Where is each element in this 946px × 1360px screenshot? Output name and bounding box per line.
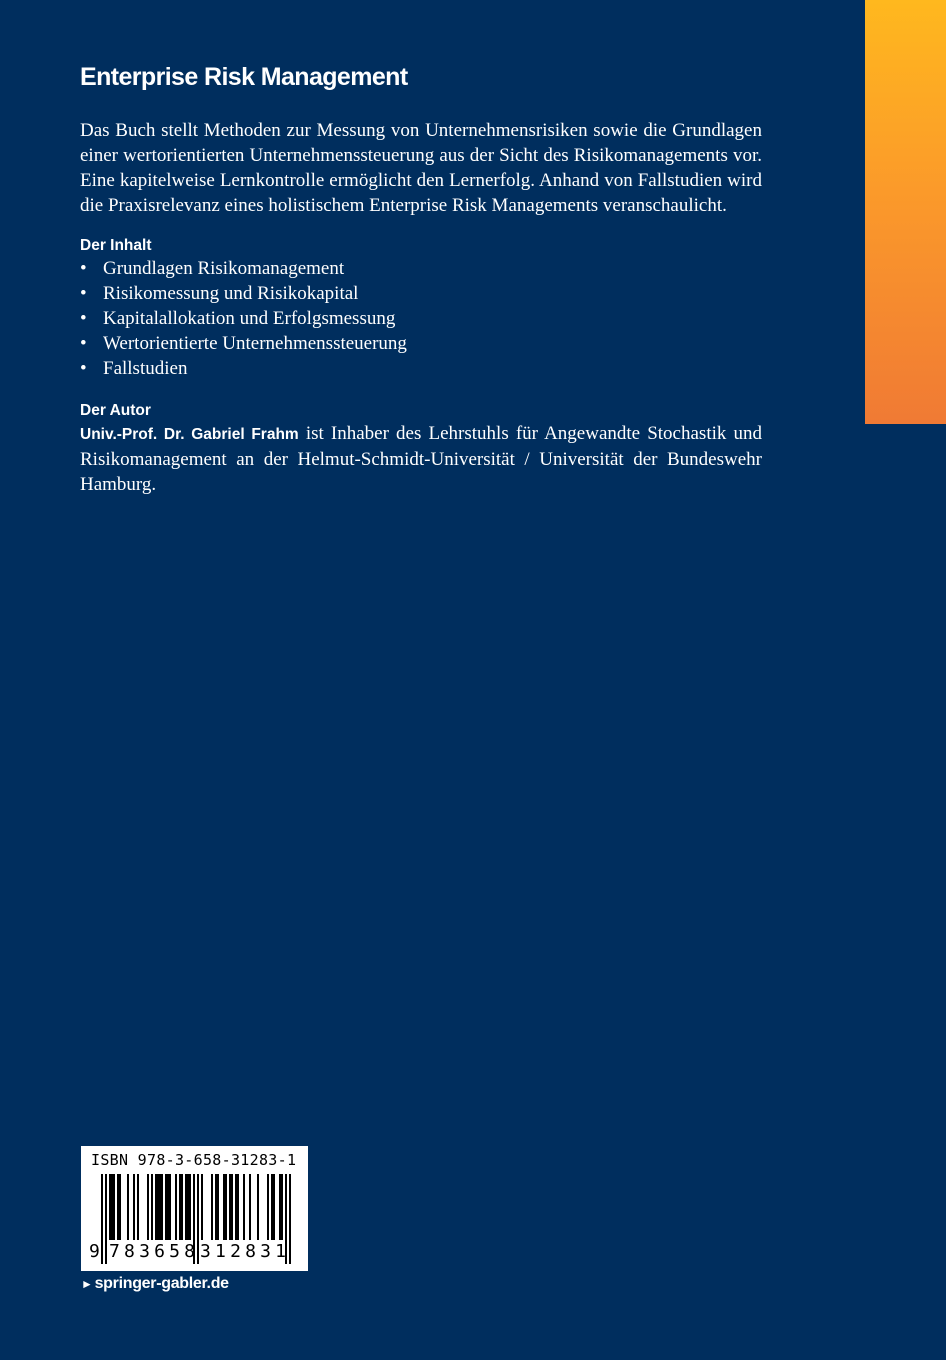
barcode-bar — [111, 1174, 113, 1240]
barcode-bar — [113, 1174, 115, 1240]
list-item-label: Wertorientierte Unternehmenssteuerung — [103, 333, 407, 354]
barcode-bar — [159, 1174, 161, 1240]
barcode-bar — [225, 1174, 227, 1240]
bullet-icon: • — [80, 258, 87, 279]
barcode-bar — [169, 1174, 171, 1240]
barcode-bar — [157, 1174, 159, 1240]
barcode-bar — [231, 1174, 233, 1240]
barcode-bar — [161, 1174, 163, 1240]
barcode-bar — [267, 1174, 269, 1240]
accent-bar — [865, 0, 946, 424]
ean-left-digits: 783658 — [109, 1241, 200, 1262]
barcode-bar — [279, 1174, 281, 1240]
back-cover-content — [80, 58, 762, 497]
barcode-bar — [271, 1174, 273, 1240]
barcode-bar — [151, 1174, 153, 1240]
list-item-label: Risikomessung und Risikokapital — [103, 283, 359, 304]
barcode-bar — [229, 1174, 231, 1240]
isbn-barcode — [81, 1146, 308, 1271]
contents-heading: Der Inhalt — [80, 237, 152, 254]
barcode-bar — [133, 1174, 135, 1240]
book-description: Das Buch stellt Methoden zur Messung von Unternehmensrisiken sowie die Grundlagen einer wertorientierten Unternehmenssteuerung aus der Sicht des Risikomanagements vor. Eine kapitelweise Lernkontrolle ermöglicht den Lernerfolg. Anhand von Fallstudien wird die Praxisrelevanz eines holistischem Enterprise Risk Managements veranschaulicht. — [80, 120, 762, 216]
barcode-bar — [155, 1174, 157, 1240]
barcode-bar — [101, 1174, 103, 1264]
list-item — [80, 356, 762, 381]
list-item-label: Fallstudien — [103, 358, 188, 379]
barcode-bar — [167, 1174, 169, 1240]
list-item — [80, 331, 762, 356]
bullet-icon: • — [80, 358, 87, 379]
bullet-icon: • — [80, 333, 87, 354]
barcode-bar — [273, 1174, 275, 1240]
barcode-bar — [223, 1174, 225, 1240]
author-bio-text: ist Inhaber des Lehrstuhls für Angewandte Stochastik und Risikomanagement an der Helmut-Schmidt-Universität / Universität der Bundeswehr Hamburg. — [80, 423, 762, 495]
book-title: Enterprise Risk Management — [80, 63, 408, 91]
barcode-bar — [243, 1174, 245, 1240]
author-heading: Der Autor — [80, 402, 151, 419]
barcode-bar — [189, 1174, 191, 1240]
barcode-bar — [185, 1174, 187, 1240]
barcode-bar — [175, 1174, 177, 1240]
list-item — [80, 256, 762, 281]
ean-right-digits: 312831 — [200, 1241, 291, 1262]
barcode-bar — [201, 1174, 203, 1240]
bullet-icon: • — [80, 308, 87, 329]
author-name: Univ.-Prof. Dr. Gabriel Frahm — [80, 426, 299, 443]
barcode-bar — [165, 1174, 167, 1240]
list-item-label: Kapitalallokation und Erfolgsmessung — [103, 308, 396, 329]
barcode-bar — [235, 1174, 237, 1240]
publisher-url: springer-gabler.de — [94, 1275, 229, 1292]
barcode-bar — [249, 1174, 251, 1240]
author-bio — [80, 421, 762, 497]
contents-list — [80, 256, 762, 381]
barcode-bar — [257, 1174, 259, 1240]
barcode-bar — [109, 1174, 111, 1240]
barcode-bar — [127, 1174, 129, 1240]
barcode-bar — [211, 1174, 213, 1240]
barcode-bar — [117, 1174, 119, 1240]
list-item — [80, 306, 762, 331]
barcode-bar — [147, 1174, 149, 1240]
barcode-bar — [179, 1174, 181, 1240]
barcode-bar — [215, 1174, 217, 1240]
barcode-bar — [187, 1174, 189, 1240]
arrow-right-icon: ► — [81, 1277, 93, 1291]
barcode-bar — [137, 1174, 139, 1240]
barcode-bar — [281, 1174, 283, 1240]
ean-first-digit: 9 — [89, 1241, 100, 1262]
barcode-bar — [237, 1174, 239, 1240]
list-item-label: Grundlagen Risikomanagement — [103, 258, 345, 279]
barcode-bar — [105, 1174, 107, 1264]
list-item — [80, 281, 762, 306]
bullet-icon: • — [80, 283, 87, 304]
isbn-label: ISBN 978-3-658-31283-1 — [91, 1151, 297, 1169]
barcode-bar — [217, 1174, 219, 1240]
barcode-bar — [181, 1174, 183, 1240]
barcode-bar — [119, 1174, 121, 1240]
publisher-link[interactable] — [81, 1275, 229, 1293]
